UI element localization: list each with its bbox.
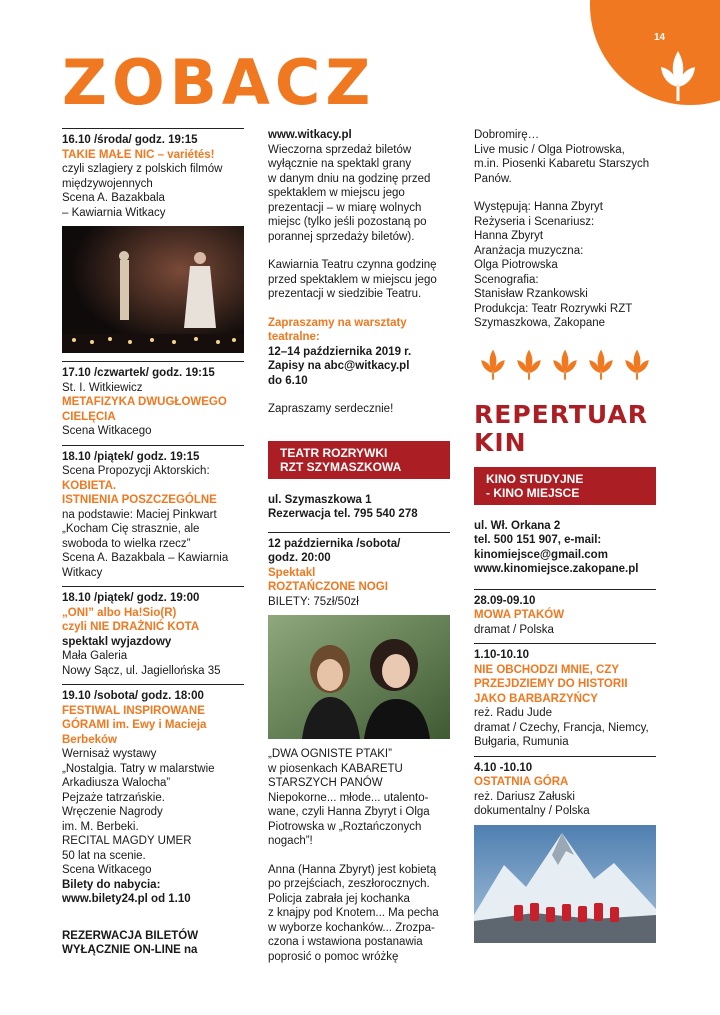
stage-photo bbox=[62, 226, 244, 353]
event-5-desc: Pejzaże tatrzańskie. bbox=[62, 791, 165, 804]
show-desc: „DWA OGNISTE PTAKI” bbox=[268, 748, 392, 760]
event-1-desc: międzywojennych bbox=[62, 177, 153, 190]
event-4-desc: Nowy Sącz, ul. Jagiellońska 35 bbox=[62, 664, 221, 677]
theatre-event bbox=[268, 532, 450, 748]
sales-text: wyłącznie na spektakl grany bbox=[268, 158, 412, 170]
cinema-banner-line: - KINO MIEJSCE bbox=[486, 485, 580, 500]
sales-text: miejsc (tylko jeśli pozostaną po bbox=[268, 216, 427, 228]
film-3-desc: dokumentalny / Polska bbox=[474, 805, 590, 817]
workshop-heading: teatralne: bbox=[268, 331, 320, 343]
film-1-desc: dramat / Polska bbox=[474, 623, 554, 636]
event-5-desc: 50 lat na scenie. bbox=[62, 849, 146, 862]
film-1-title: MOWA PTAKÓW bbox=[474, 609, 565, 621]
leaf-icon bbox=[550, 347, 580, 381]
cafe-text: Kawiarnia Teatru czynna godzinę bbox=[268, 259, 437, 271]
show-desc-2: po przejściach, zeszłorocznych. bbox=[268, 878, 430, 890]
reservation-notice: REZERWACJA BILETÓW bbox=[62, 929, 199, 942]
event-5 bbox=[62, 684, 244, 964]
film-3-title: OSTATNIA GÓRA bbox=[474, 776, 569, 788]
event-3-desc: Scena A. Bazakbala – Kawiarnia bbox=[62, 552, 229, 564]
event-3-desc: Witkacy bbox=[62, 566, 103, 579]
event-4-desc: Mała Galeria bbox=[62, 650, 128, 662]
page-number: 14 bbox=[654, 32, 666, 43]
event-5-desc: im. M. Berbeki. bbox=[62, 820, 139, 833]
event-5-desc: RECITAL MAGDY UMER bbox=[62, 835, 192, 847]
theatre-banner-line: TEATR ROZRYWKI bbox=[280, 445, 388, 460]
event-5-title: FESTIWAL INSPIROWANE bbox=[62, 704, 205, 717]
event-1-when: 16.10 /środa/ godz. 19:15 bbox=[62, 134, 198, 146]
credits: Reżyseria i Scenariusz: bbox=[474, 215, 595, 228]
cinema-section-title bbox=[474, 401, 656, 457]
event-5-title: GÓRAMI im. Ewy i Macieja bbox=[62, 719, 207, 731]
event-3-title: ISTNIENIA POSZCZEGÓLNE bbox=[62, 494, 217, 506]
theatre-event-price: BILETY: 75zł/50zł bbox=[268, 595, 359, 608]
show-desc-2: poprosić o pomoc wróżkę bbox=[268, 950, 399, 963]
credits: Hanna Zbyryt bbox=[474, 230, 544, 242]
film-2-desc: Bułgaria, Rumunia bbox=[474, 736, 569, 748]
show-desc: Niepokorne... młode... utalento- bbox=[268, 791, 429, 804]
event-1-desc: – Kawiarnia Witkacy bbox=[62, 206, 166, 219]
leaf-icon bbox=[655, 45, 701, 105]
film-1 bbox=[474, 589, 656, 644]
event-4-when: 18.10 /piątek/ godz. 19:00 bbox=[62, 592, 200, 604]
credits: Scenografia: bbox=[474, 273, 539, 286]
film-3-desc: reż. Dariusz Załuski bbox=[474, 790, 575, 803]
cinema-address: ul. Wł. Orkana 2 bbox=[474, 519, 561, 532]
leaf-icon bbox=[514, 347, 544, 381]
theatre-event-kind: Spektakl bbox=[268, 566, 316, 579]
film-3-when: 4.10 -10.10 bbox=[474, 761, 533, 774]
event-5-desc: Wernisaż wystawy bbox=[62, 748, 157, 760]
workshop-info: do 6.10 bbox=[268, 374, 308, 387]
event-1-desc: czyli szlagiery z polskich filmów bbox=[62, 163, 223, 175]
event-5-tickets: Bilety do nabycia: bbox=[62, 878, 161, 891]
event-4-title: „ONI” albo Ha!Sio(R) bbox=[62, 606, 177, 619]
credits: Występują: Hanna Zbyryt bbox=[474, 201, 604, 213]
column-2 bbox=[268, 128, 450, 964]
leaf-ornaments bbox=[474, 347, 656, 381]
event-5-desc: Arkadiusza Walocha” bbox=[62, 777, 171, 789]
workshop-email[interactable]: Zapisy na abc@witkacy.pl bbox=[268, 360, 410, 372]
witkacy-site-link[interactable]: www.witkacy.pl bbox=[268, 129, 352, 141]
cinema-website[interactable]: www.kinomiejsce.zakopane.pl bbox=[474, 563, 639, 575]
column-3 bbox=[474, 128, 656, 951]
event-5-desc: Wręczenie Nagrody bbox=[62, 806, 163, 818]
credits: Szymaszkowa, Zakopane bbox=[474, 317, 606, 329]
event-5-desc: Scena Witkacego bbox=[62, 864, 152, 876]
show-desc-cont: Panów. bbox=[474, 172, 512, 185]
event-2-title: CIELĘCIA bbox=[62, 410, 116, 423]
performers-photo bbox=[268, 615, 450, 739]
event-5-desc: „Nostalgia. Tatry w malarstwie bbox=[62, 762, 215, 775]
film-2 bbox=[474, 643, 656, 756]
credits: Aranżacja muzyczna: bbox=[474, 244, 584, 257]
credits: Olga Piotrowska bbox=[474, 259, 558, 271]
event-5-title: Berbeków bbox=[62, 733, 117, 746]
event-3-desc: swoboda to wielka rzecz” bbox=[62, 537, 191, 550]
event-1 bbox=[62, 128, 244, 361]
cinema-email[interactable]: kinomiejsce@gmail.com bbox=[474, 548, 608, 561]
workshop-info: 12–14 października 2019 r. bbox=[268, 345, 412, 358]
film-2-desc: dramat / Czechy, Francja, Niemcy, bbox=[474, 721, 649, 734]
event-1-desc: Scena A. Bazakbala bbox=[62, 192, 165, 204]
leaf-icon bbox=[622, 347, 652, 381]
event-4-sub: spektakl wyjazdowy bbox=[62, 635, 172, 648]
leaf-icon bbox=[586, 347, 616, 381]
event-4 bbox=[62, 586, 244, 684]
event-1-title: TAKIE MAŁE NIC – variétés! bbox=[62, 148, 215, 161]
event-3-desc: „Kocham Cię strasznie, ale bbox=[62, 523, 200, 535]
event-5-when: 19.10 /sobota/ godz. 18:00 bbox=[62, 690, 204, 702]
workshop-heading: Zapraszamy na warsztaty bbox=[268, 316, 407, 329]
event-2-title: METAFIZYKA DWUGŁOWEGO bbox=[62, 396, 227, 408]
cinema-banner-line: KINO STUDYJNE bbox=[486, 471, 584, 486]
show-desc: STARSZYCH PANÓW bbox=[268, 777, 383, 789]
show-desc-2: Anna (Hanna Zbyryt) jest kobietą bbox=[268, 863, 437, 876]
reservation-notice: WYŁĄCZNIE ON-LINE na bbox=[62, 944, 198, 956]
sales-text: porannej sprzedaży biletów). bbox=[268, 230, 415, 243]
sales-text: Wieczorna sprzedaż biletów bbox=[268, 143, 412, 156]
film-2-title: NIE OBCHODZI MNIE, CZY bbox=[474, 663, 620, 676]
event-2 bbox=[62, 361, 244, 445]
sales-text: w danym dniu na godzinę przed bbox=[268, 172, 431, 185]
event-2-venue: Scena Witkacego bbox=[62, 425, 152, 437]
mountain-photo bbox=[474, 825, 656, 943]
show-desc: wane, czyli Hanna Zbyryt i Olga bbox=[268, 806, 430, 818]
show-desc-2: w wyborze kochanków... Zrozpa- bbox=[268, 921, 435, 934]
theatre-event-when: godz. 20:00 bbox=[268, 552, 331, 564]
show-desc-cont: Dobromirę… bbox=[474, 129, 540, 141]
event-5-tickets-link[interactable]: www.bilety24.pl od 1.10 bbox=[62, 893, 191, 905]
leaf-icon bbox=[478, 347, 508, 381]
event-3 bbox=[62, 445, 244, 587]
cafe-text: przed spektaklem w miejscu jego bbox=[268, 273, 437, 286]
event-2-when: 17.10 /czwartek/ godz. 19:15 bbox=[62, 367, 215, 379]
event-3-when: 18.10 /piątek/ godz. 19:15 bbox=[62, 450, 200, 463]
film-3 bbox=[474, 756, 656, 951]
theatre-event-when: 12 października /sobota/ bbox=[268, 537, 401, 550]
event-3-title: KOBIETA. bbox=[62, 479, 117, 492]
show-desc-2: czona i wstawiona postanawia bbox=[268, 936, 423, 948]
cinema-section-line: REPERTUAR bbox=[474, 399, 649, 429]
show-desc: Piotrowska w „Roztańczonych bbox=[268, 820, 422, 833]
show-desc-2: z knajpy pod Knotem... Ma pecha bbox=[268, 907, 439, 919]
show-desc: nogach”! bbox=[268, 835, 313, 847]
sales-text: spektaklem w miejscu jego bbox=[268, 187, 405, 199]
film-2-title: PRZEJDZIEMY DO HISTORII bbox=[474, 678, 628, 690]
show-desc-cont: Live music / Olga Piotrowska, bbox=[474, 143, 625, 156]
show-desc-cont: m.in. Piosenki Kabaretu Starszych bbox=[474, 158, 650, 170]
cinema-banner bbox=[474, 467, 656, 505]
column-1 bbox=[62, 128, 244, 964]
theatre-event-title: ROZTAŃCZONE NOGI bbox=[268, 581, 388, 593]
sales-text: prezentacji – w miarę wolnych bbox=[268, 201, 422, 214]
credits: Produkcja: Teatr Rozrywki RZT bbox=[474, 302, 633, 315]
show-desc-2: Policja zabrała jej kochanka bbox=[268, 892, 410, 905]
cafe-text: prezentacji w siedzibie Teatru. bbox=[268, 288, 422, 300]
film-2-desc: reż. Radu Jude bbox=[474, 707, 552, 719]
film-1-when: 28.09-09.10 bbox=[474, 594, 536, 607]
event-4-title: czyli NIE DRAŻNIĆ KOTA bbox=[62, 621, 200, 633]
theatre-banner-line: RZT SZYMASZKOWA bbox=[280, 459, 402, 474]
page-title: ZOBACZ bbox=[62, 46, 376, 119]
theatre-phone: Rezerwacja tel. 795 540 278 bbox=[268, 508, 418, 520]
event-2-author: St. I. Witkiewicz bbox=[62, 381, 143, 394]
show-desc: w piosenkach KABARETU bbox=[268, 762, 403, 775]
event-3-desc: na podstawie: Maciej Pinkwart bbox=[62, 508, 217, 521]
credits: Stanisław Rzankowski bbox=[474, 288, 588, 300]
film-2-when: 1.10-10.10 bbox=[474, 649, 529, 661]
event-3-pre: Scena Propozycji Aktorskich: bbox=[62, 465, 210, 477]
film-2-title: JAKO BARBARZYŃCY bbox=[474, 692, 598, 705]
theatre-address: ul. Szymaszkowa 1 bbox=[268, 493, 372, 506]
cinema-phone: tel. 500 151 907, e-mail: bbox=[474, 534, 602, 546]
cinema-section-line: KIN bbox=[474, 427, 527, 457]
invite-text: Zapraszamy serdecznie! bbox=[268, 403, 394, 415]
theatre-banner bbox=[268, 441, 450, 479]
